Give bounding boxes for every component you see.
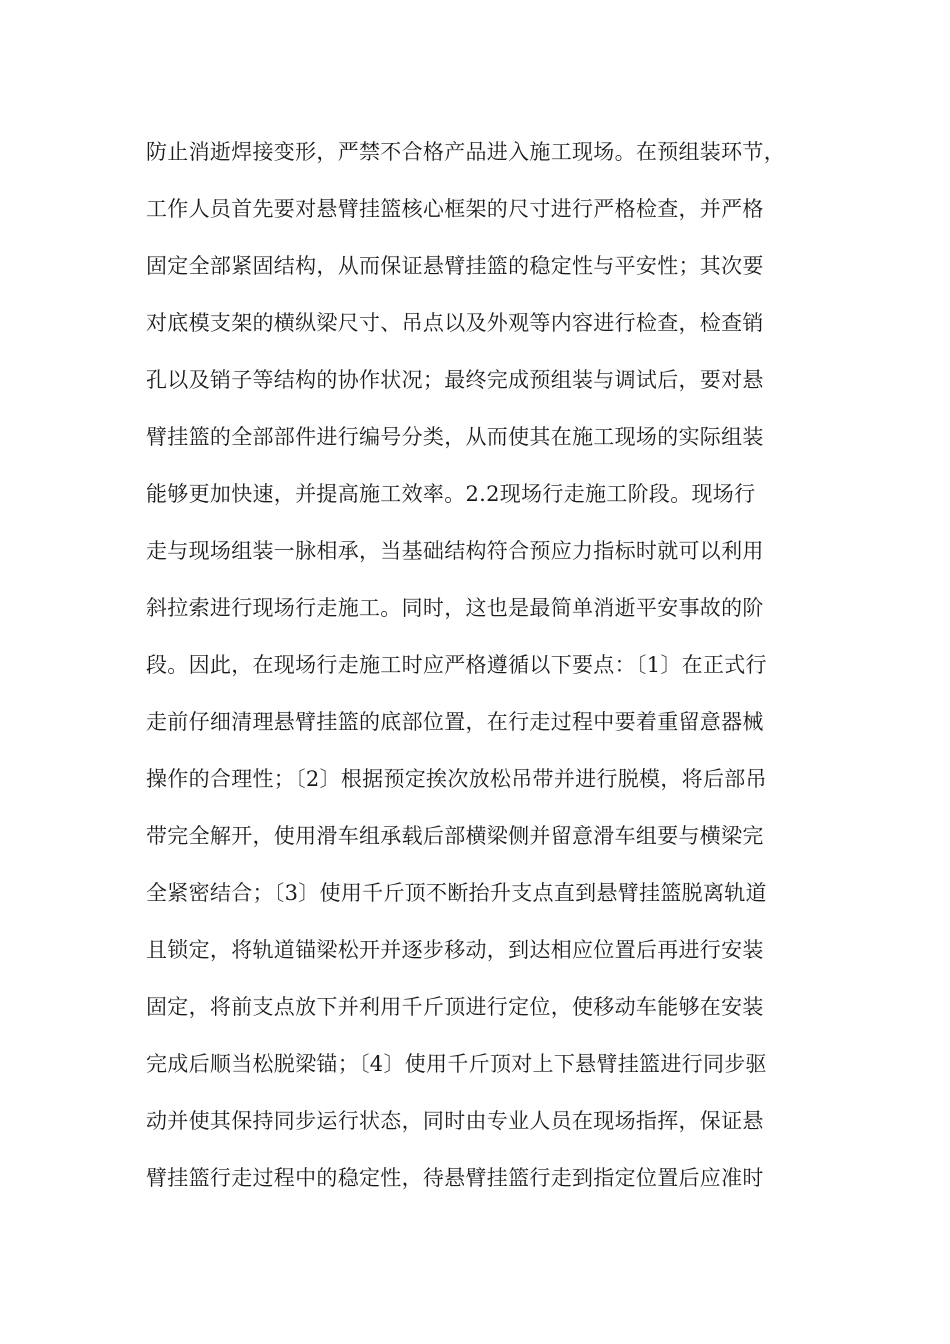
- text-line: 段。因此，在现场行走施工时应严格遵循以下要点：〔1〕在正式行: [146, 653, 767, 677]
- text-line: 对底模支架的横纵梁尺寸、吊点以及外观等内容进行检查，检查销: [146, 311, 764, 335]
- text-line: 完成后顺当松脱梁锚；〔4〕使用千斤顶对上下悬臂挂篮进行同步驱: [146, 1052, 767, 1076]
- body-paragraph: [146, 124, 846, 1207]
- text-line: 全紧密结合；〔3〕使用千斤顶不断抬升支点直到悬臂挂篮脱离轨道: [146, 881, 767, 905]
- text-line: 操作的合理性；〔2〕根据预定挨次放松吊带并进行脱模，将后部吊: [146, 767, 767, 791]
- text-line: 斜拉索进行现场行走施工。同时，这也是最简单消逝平安事故的阶: [146, 596, 764, 620]
- text-line: 固定全部紧固结构，从而保证悬臂挂篮的稳定性与平安性；其次要: [146, 254, 764, 278]
- text-line: 防止消逝焊接变形，严禁不合格产品进入施工现场。在预组装环节，: [146, 140, 785, 164]
- text-line: 臂挂篮行走过程中的稳定性，待悬臂挂篮行走到指定位置后应准时: [146, 1166, 764, 1190]
- text-line: 且锁定，将轨道锚梁松开并逐步移动，到达相应位置后再进行安装: [146, 938, 764, 962]
- text-line: 走与现场组装一脉相承，当基础结构符合预应力指标时就可以利用: [146, 539, 764, 563]
- text-line: 孔以及销子等结构的协作状况；最终完成预组装与调试后，要对悬: [146, 368, 764, 392]
- text-line: 工作人员首先要对悬臂挂篮核心框架的尺寸进行严格检查，并严格: [146, 197, 764, 221]
- text-line: 动并使其保持同步运行状态，同时由专业人员在现场指挥，保证悬: [146, 1109, 764, 1133]
- text-line: 带完全解开，使用滑车组承载后部横梁侧并留意滑车组要与横梁完: [146, 824, 764, 848]
- text-line: 固定，将前支点放下并利用千斤顶进行定位，使移动车能够在安装: [146, 995, 764, 1019]
- text-line: 走前仔细清理悬臂挂篮的底部位置，在行走过程中要着重留意器械: [146, 710, 764, 734]
- text-line: 臂挂篮的全部部件进行编号分类，从而使其在施工现场的实际组装: [146, 425, 764, 449]
- text-line: 能够更加快速，并提高施工效率。2.2现场行走施工阶段。现场行: [146, 482, 756, 506]
